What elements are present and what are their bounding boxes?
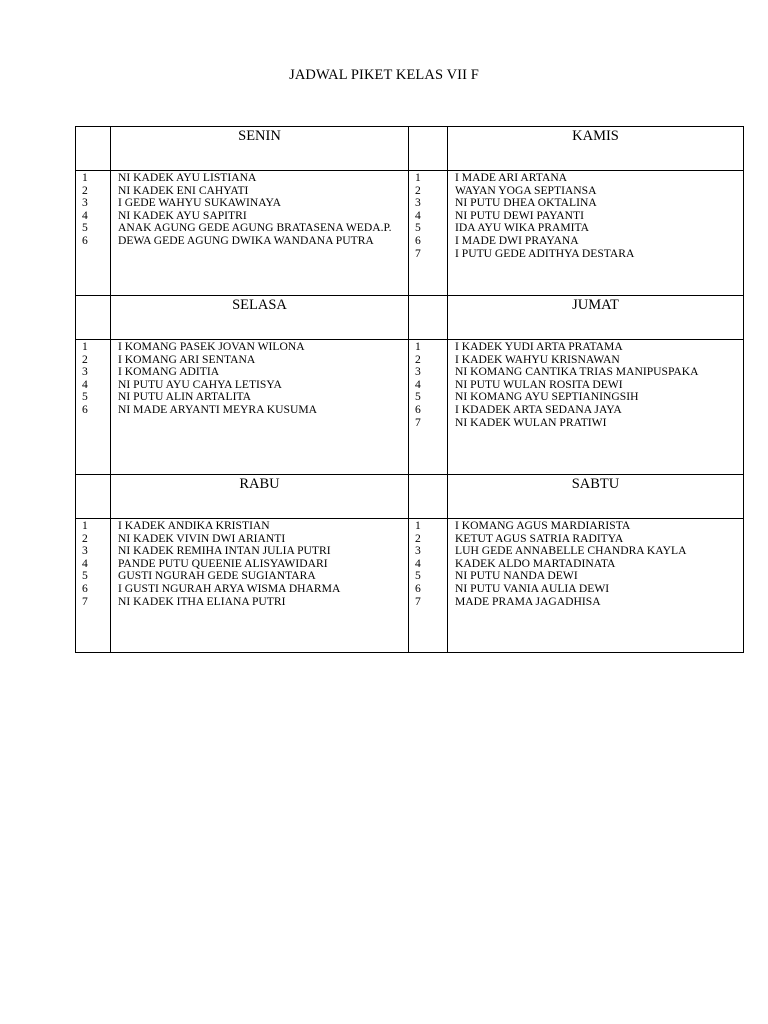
student-name: NI KADEK AYU SAPITRI	[118, 208, 247, 222]
student-name: I KOMANG PASEK JOVAN WILONA	[118, 340, 305, 353]
day-name-selasa: SELASA	[111, 296, 409, 340]
row-number: 7	[415, 594, 421, 608]
day-header-row	[76, 127, 744, 171]
number-header-cell	[76, 475, 111, 519]
day-name-kamis: KAMIS	[448, 127, 744, 171]
student-list-cell	[111, 340, 409, 475]
number-header-cell	[76, 127, 111, 171]
student-name: IDA AYU WIKA PRAMITA	[455, 221, 590, 235]
student-name: NI KADEK ENI CAHYATI	[118, 183, 249, 197]
number-list-cell	[409, 171, 448, 296]
student-name: NI PUTU AYU CAHYA LETISYA	[118, 377, 282, 391]
day-name-sabtu: SABTU	[448, 475, 744, 519]
student-name: ANAK AGUNG GEDE AGUNG BRATASENA WEDA.P.	[118, 221, 392, 235]
student-name: PANDE PUTU QUEENIE ALISYAWIDARI	[118, 556, 328, 570]
student-name: NI KADEK VIVIN DWI ARIANTI	[118, 531, 286, 545]
row-number: 6	[415, 581, 421, 595]
row-number: 5	[415, 569, 421, 583]
student-list-cell	[448, 519, 744, 653]
student-list-cell	[111, 171, 409, 296]
student-name: NI PUTU NANDA DEWI	[455, 569, 578, 583]
number-list-cell	[76, 171, 111, 296]
student-list-cell	[448, 340, 744, 475]
student-name: NI MADE ARYANTI MEYRA KUSUMA	[118, 402, 318, 416]
row-number: 2	[82, 531, 88, 545]
student-name: NI PUTU ALIN ARTALITA	[118, 390, 252, 404]
row-number: 3	[82, 365, 88, 379]
student-name: NI KADEK ITHA ELIANA PUTRI	[118, 594, 286, 608]
student-name: KADEK ALDO MARTADINATA	[455, 556, 616, 570]
row-number: 2	[82, 183, 88, 197]
row-number: 5	[415, 390, 421, 404]
student-name: I KOMANG AGUS MARDIARISTA	[455, 519, 631, 532]
row-number: 3	[82, 196, 88, 210]
student-name: NI PUTU DHEA OKTALINA	[455, 196, 597, 210]
student-name: NI KOMANG CANTIKA TRIAS MANIPUSPAKA	[455, 365, 699, 379]
student-name: GUSTI NGURAH GEDE SUGIANTARA	[118, 569, 316, 583]
row-number: 4	[82, 377, 88, 391]
student-name: I GUSTI NGURAH ARYA WISMA DHARMA	[118, 581, 341, 595]
names-row	[76, 171, 744, 296]
student-name: I KOMANG ARI SENTANA	[118, 352, 256, 366]
row-number: 2	[415, 531, 421, 545]
number-list-cell	[76, 340, 111, 475]
student-name: KETUT AGUS SATRIA RADITYA	[455, 531, 624, 545]
row-number: 5	[82, 221, 88, 235]
student-name: NI KOMANG AYU SEPTIANINGSIH	[455, 390, 639, 404]
row-number: 4	[415, 208, 421, 222]
student-name: I KADEK YUDI ARTA PRATAMA	[455, 340, 623, 353]
student-name: I KADEK ANDIKA KRISTIAN	[118, 519, 270, 532]
day-name-jumat: JUMAT	[448, 296, 744, 340]
day-header-row	[76, 475, 744, 519]
student-name: I KADEK WAHYU KRISNAWAN	[455, 352, 620, 366]
number-header-cell	[409, 296, 448, 340]
student-name: I PUTU GEDE ADITHYA DESTARA	[455, 246, 635, 260]
student-name: MADE PRAMA JAGADHISA	[455, 594, 601, 608]
day-header-row	[76, 296, 744, 340]
student-name: I KOMANG ADITIA	[118, 365, 220, 379]
row-number: 3	[415, 544, 421, 558]
row-number: 6	[82, 233, 88, 247]
student-name: I MADE ARI ARTANA	[455, 171, 568, 184]
row-number: 2	[415, 183, 421, 197]
names-row	[76, 519, 744, 653]
row-number: 6	[415, 233, 421, 247]
page-title: JADWAL PIKET KELAS VII F	[289, 67, 479, 83]
names-row	[76, 340, 744, 475]
row-number: 7	[82, 594, 88, 608]
student-name: NI PUTU VANIA AULIA DEWI	[455, 581, 610, 595]
student-name: NI KADEK AYU LISTIANA	[118, 171, 257, 184]
number-list-cell	[409, 340, 448, 475]
row-number: 2	[415, 352, 421, 366]
row-number: 2	[82, 352, 88, 366]
number-header-cell	[409, 475, 448, 519]
row-number: 1	[415, 519, 421, 532]
student-list-cell	[111, 519, 409, 653]
row-number: 4	[82, 208, 88, 222]
row-number: 6	[82, 581, 88, 595]
row-number: 7	[415, 246, 421, 260]
duty-schedule-table	[75, 126, 744, 653]
row-number: 4	[415, 377, 421, 391]
student-name: I MADE DWI PRAYANA	[455, 233, 579, 247]
row-number: 1	[415, 171, 421, 184]
row-number: 1	[82, 171, 88, 184]
student-name: NI PUTU WULAN ROSITA DEWI	[455, 377, 623, 391]
row-number: 1	[82, 519, 88, 532]
student-name: NI KADEK WULAN PRATIWI	[455, 415, 607, 429]
day-name-senin: SENIN	[111, 127, 409, 171]
row-number: 6	[82, 402, 88, 416]
row-number: 5	[82, 569, 88, 583]
row-number: 3	[415, 365, 421, 379]
day-name-rabu: RABU	[111, 475, 409, 519]
student-name: DEWA GEDE AGUNG DWIKA WANDANA PUTRA	[118, 233, 374, 247]
student-name: WAYAN YOGA SEPTIANSA	[455, 183, 597, 197]
student-name: NI KADEK REMIHA INTAN JULIA PUTRI	[118, 544, 331, 558]
row-number: 7	[415, 415, 421, 429]
student-list-cell	[448, 171, 744, 296]
number-header-cell	[76, 296, 111, 340]
row-number: 4	[415, 556, 421, 570]
row-number: 5	[415, 221, 421, 235]
number-list-cell	[76, 519, 111, 653]
student-name: I KDADEK ARTA SEDANA JAYA	[455, 402, 622, 416]
number-header-cell	[409, 127, 448, 171]
row-number: 6	[415, 402, 421, 416]
student-name: I GEDE WAHYU SUKAWINAYA	[118, 196, 281, 210]
number-list-cell	[409, 519, 448, 653]
row-number: 1	[415, 340, 421, 353]
row-number: 3	[415, 196, 421, 210]
student-name: LUH GEDE ANNABELLE CHANDRA KAYLA	[455, 544, 687, 558]
row-number: 1	[82, 340, 88, 353]
student-name: NI PUTU DEWI PAYANTI	[455, 208, 584, 222]
row-number: 5	[82, 390, 88, 404]
row-number: 3	[82, 544, 88, 558]
row-number: 4	[82, 556, 88, 570]
